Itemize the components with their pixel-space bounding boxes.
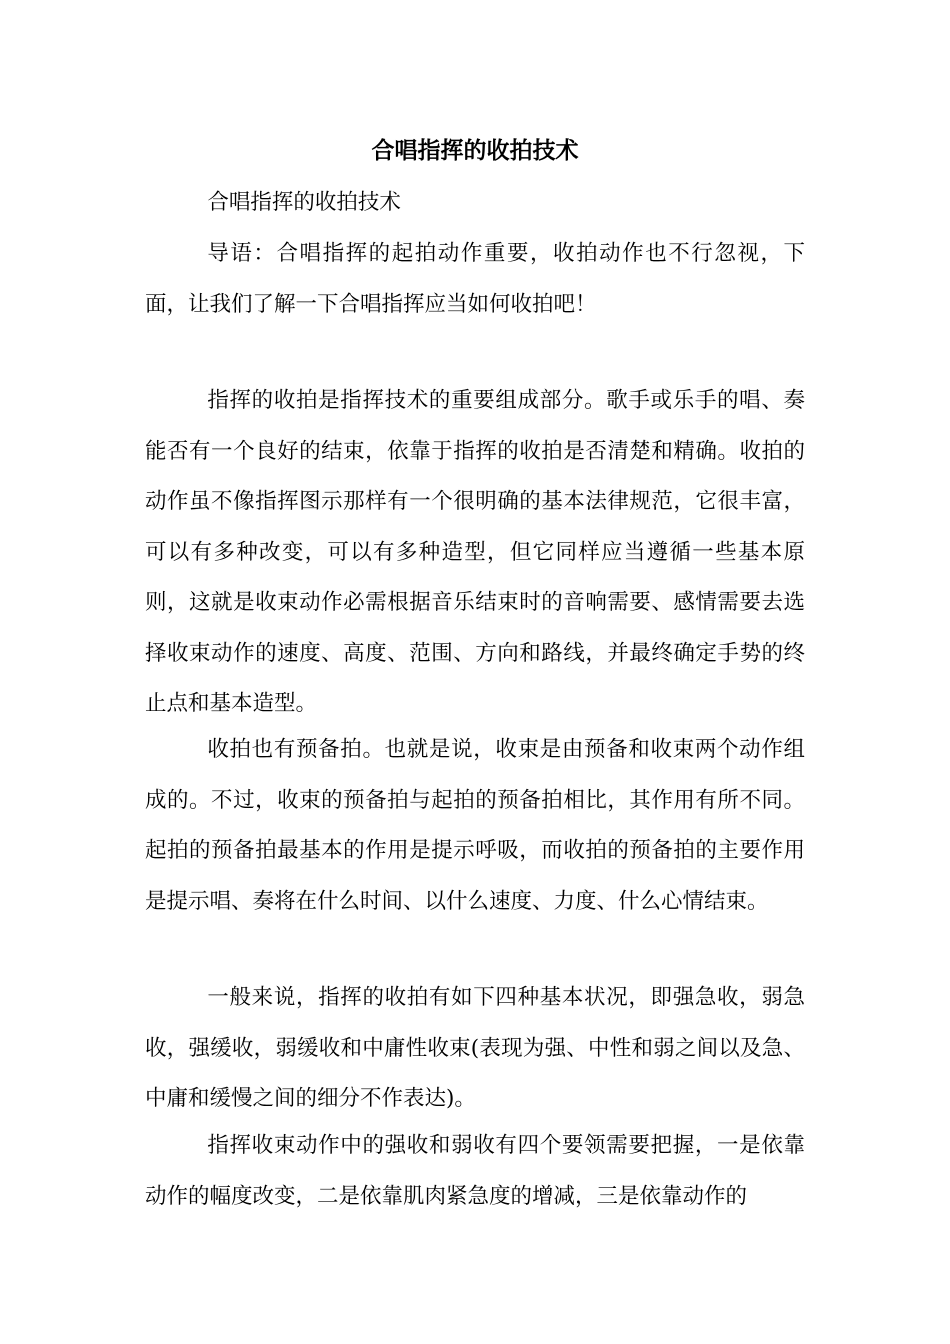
intro-paragraph: 导语：合唱指挥的起拍动作重要，收拍动作也不行忽视，下面，让我们了解一下合唱指挥应当如何收拍吧！	[145, 241, 805, 317]
document-title: 合唱指挥的收拍技术	[371, 137, 579, 164]
document-subtitle: 合唱指挥的收拍技术	[207, 190, 401, 215]
body-paragraph: 一般来说，指挥的收拍有如下四种基本状况，即强急收，弱急收，强缓收，弱缓收和中庸性收束(表现为强、中性和弱之间以及急、中庸和缓慢之间的细分不作表达)。	[145, 985, 805, 1111]
body-paragraph: 指挥的收拍是指挥技术的重要组成部分。歌手或乐手的唱、奏能否有一个良好的结束，依靠于指挥的收拍是否清楚和精确。收拍的动作虽不像指挥图示那样有一个很明确的基本法律规范，它很丰富，可以有多种改变，可以有多种造型，但它同样应当遵循一些基本原则，这就是收束动作必需根据音乐结束时的音响需要、感情需要去选择收束动作的速度、高度、范围、方向和路线，并最终确定手势的终止点和基本造型。	[145, 388, 805, 716]
body-paragraph: 收拍也有预备拍。也就是说，收束是由预备和收束两个动作组成的。不过，收束的预备拍与起拍的预备拍相比，其作用有所不同。起拍的预备拍最基本的作用是提示呼吸，而收拍的预备拍的主要作用是提示唱、奏将在什么时间、以什么速度、力度、什么心情结束。	[145, 737, 805, 914]
body-paragraph: 指挥收束动作中的强收和弱收有四个要领需要把握，一是依靠动作的幅度改变，二是依靠肌肉紧急度的增减，三是依靠动作的	[145, 1133, 805, 1209]
